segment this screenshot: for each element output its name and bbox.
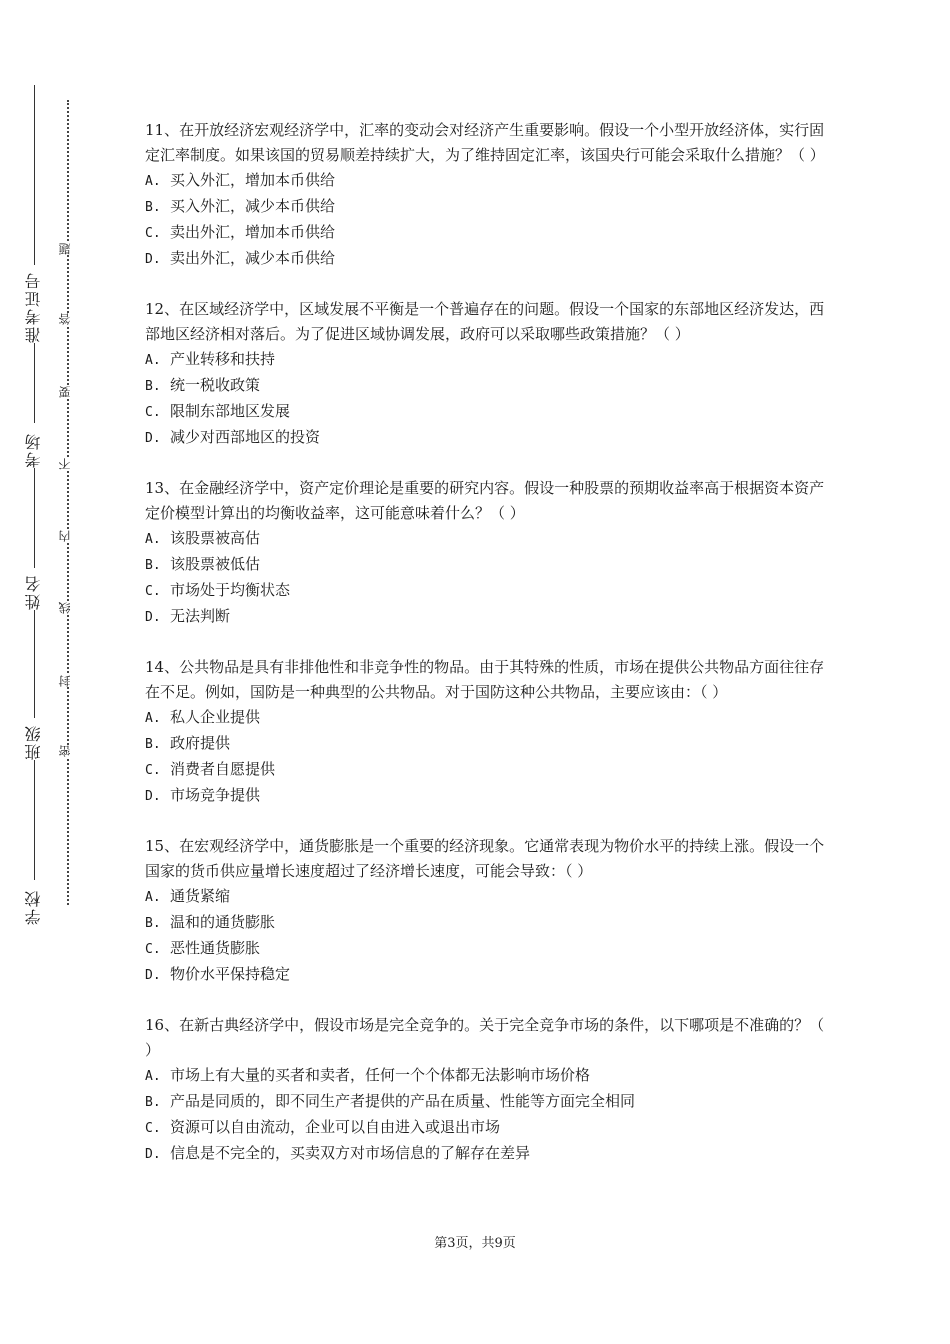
option-text: 市场竞争提供	[170, 786, 261, 804]
option-c	[145, 1115, 835, 1141]
option-c	[145, 578, 835, 604]
seal-dotted-line	[67, 100, 69, 905]
option-text: 统一税收政策	[170, 376, 261, 394]
question-stem: 16、在新古典经济学中，假设市场是完全竞争的。关于完全竞争市场的条件，以下哪项是不准确的？（ ）	[145, 1016, 825, 1059]
option-b	[145, 552, 835, 578]
seal-char-ti: 题	[58, 243, 78, 255]
option-text: 产品是同质的，即不同生产者提供的产品在质量、性能等方面完全相同	[170, 1092, 636, 1110]
option-b	[145, 373, 835, 399]
option-a	[145, 347, 835, 373]
option-b	[145, 910, 835, 936]
option-letter: A.	[145, 353, 161, 368]
question-15	[145, 834, 835, 988]
option-letter: C.	[145, 1121, 161, 1136]
option-d	[145, 425, 835, 451]
option-letter: A.	[145, 711, 161, 726]
option-letter: C.	[145, 942, 161, 957]
name-field	[22, 468, 46, 610]
seal-char-bu: 不	[58, 458, 78, 470]
school-field	[22, 760, 46, 925]
option-c	[145, 220, 835, 246]
option-text: 通货紧缩	[170, 887, 231, 905]
exam-room-field	[22, 343, 46, 468]
option-text: 温和的通货膨胀	[170, 913, 276, 931]
option-letter: A.	[145, 890, 161, 905]
class-field	[22, 610, 46, 760]
option-letter: D.	[145, 968, 161, 983]
option-text: 私人企业提供	[170, 708, 261, 726]
option-c	[145, 936, 835, 962]
option-letter: C.	[145, 584, 161, 599]
option-letter: D.	[145, 610, 161, 625]
admission-number-line	[34, 85, 35, 265]
question-12	[145, 297, 835, 451]
question-stem: 12、在区域经济学中，区域发展不平衡是一个普遍存在的问题。假设一个国家的东部地区经济发达，西部地区经济相对落后。为了促进区域协调发展，政府可以采取哪些政策措施？（ ）	[145, 300, 825, 343]
option-b	[145, 194, 835, 220]
option-letter: A.	[145, 532, 161, 547]
option-letter: D.	[145, 431, 161, 446]
option-text: 该股票被高估	[170, 529, 261, 547]
question-14	[145, 655, 835, 809]
class-label: 班级	[24, 724, 43, 760]
seal-char-mi: 密	[58, 745, 78, 757]
option-d	[145, 246, 835, 272]
name-label: 姓名	[24, 574, 43, 610]
school-label: 学校	[24, 889, 43, 925]
question-13	[145, 476, 835, 630]
name-line	[34, 468, 35, 568]
option-letter: B.	[145, 916, 161, 931]
class-line	[34, 610, 35, 718]
option-text: 资源可以自由流动，企业可以自由进入或退出市场	[170, 1118, 501, 1136]
admission-number-label: 准考证号	[24, 271, 43, 343]
option-text: 减少对西部地区的投资	[170, 428, 321, 446]
option-b	[145, 1089, 835, 1115]
seal-char-xian: 线	[58, 602, 78, 614]
option-letter: C.	[145, 226, 161, 241]
school-line	[34, 760, 35, 880]
option-text: 市场上有大量的买者和卖者，任何一个个体都无法影响市场价格	[170, 1066, 591, 1084]
option-letter: B.	[145, 379, 161, 394]
seal-char-da: 答	[58, 313, 78, 325]
option-d	[145, 783, 835, 809]
question-stem: 15、在宏观经济学中，通货膨胀是一个重要的经济现象。它通常表现为物价水平的持续上涨。假设一个国家的货币供应量增长速度超过了经济增长速度，可能会导致：（ ）	[145, 837, 825, 880]
option-d	[145, 1141, 835, 1167]
option-text: 买入外汇，减少本币供给	[170, 197, 336, 215]
option-a	[145, 168, 835, 194]
option-letter: D.	[145, 252, 161, 267]
option-a	[145, 705, 835, 731]
option-d	[145, 962, 835, 988]
option-text: 限制东部地区发展	[170, 402, 291, 420]
question-list	[145, 118, 835, 1192]
option-a	[145, 884, 835, 910]
option-a	[145, 1063, 835, 1089]
option-letter: C.	[145, 405, 161, 420]
option-letter: D.	[145, 789, 161, 804]
option-letter: B.	[145, 737, 161, 752]
seal-char-yao: 要	[58, 386, 78, 398]
question-16	[145, 1013, 835, 1167]
option-a	[145, 526, 835, 552]
option-text: 买入外汇，增加本币供给	[170, 171, 336, 189]
option-letter: B.	[145, 558, 161, 573]
option-letter: A.	[145, 174, 161, 189]
option-text: 卖出外汇，减少本币供给	[170, 249, 336, 267]
option-d	[145, 604, 835, 630]
option-text: 物价水平保持稳定	[170, 965, 291, 983]
page-footer: 第3页，共9页	[434, 1236, 516, 1251]
option-text: 政府提供	[170, 734, 231, 752]
question-stem: 11、在开放经济宏观经济学中，汇率的变动会对经济产生重要影响。假设一个小型开放经济体，实行固定汇率制度。如果该国的贸易顺差持续扩大，为了维持固定汇率，该国央行可能会采取什么措施？（ ）	[145, 121, 825, 164]
option-text: 该股票被低估	[170, 555, 261, 573]
question-stem: 13、在金融经济学中，资产定价理论是重要的研究内容。假设一种股票的预期收益率高于根据资本资产定价模型计算出的均衡收益率，这可能意味着什么？（ ）	[145, 479, 825, 522]
option-letter: B.	[145, 200, 161, 215]
option-c	[145, 399, 835, 425]
option-c	[145, 757, 835, 783]
seal-char-nei: 内	[58, 530, 78, 542]
exam-room-label: 考场	[24, 432, 43, 468]
option-text: 产业转移和扶持	[170, 350, 276, 368]
question-stem: 14、公共物品是具有非排他性和非竞争性的物品。由于其特殊的性质，市场在提供公共物品方面往往存在不足。例如，国防是一种典型的公共物品。对于国防这种公共物品，主要应该由：（ ）	[145, 658, 825, 701]
option-text: 卖出外汇，增加本币供给	[170, 223, 336, 241]
option-text: 信息是不完全的，买卖双方对市场信息的了解存在差异	[170, 1144, 531, 1162]
option-letter: B.	[145, 1095, 161, 1110]
option-letter: D.	[145, 1147, 161, 1162]
binding-margin	[0, 0, 110, 1344]
option-letter: A.	[145, 1069, 161, 1084]
option-text: 无法判断	[170, 607, 231, 625]
admission-number-field	[22, 85, 46, 343]
exam-room-line	[34, 343, 35, 423]
option-text: 消费者自愿提供	[170, 760, 276, 778]
option-letter: C.	[145, 763, 161, 778]
option-text: 市场处于均衡状态	[170, 581, 291, 599]
question-11	[145, 118, 835, 272]
option-text: 恶性通货膨胀	[170, 939, 261, 957]
seal-char-feng: 封	[58, 675, 78, 687]
option-b	[145, 731, 835, 757]
